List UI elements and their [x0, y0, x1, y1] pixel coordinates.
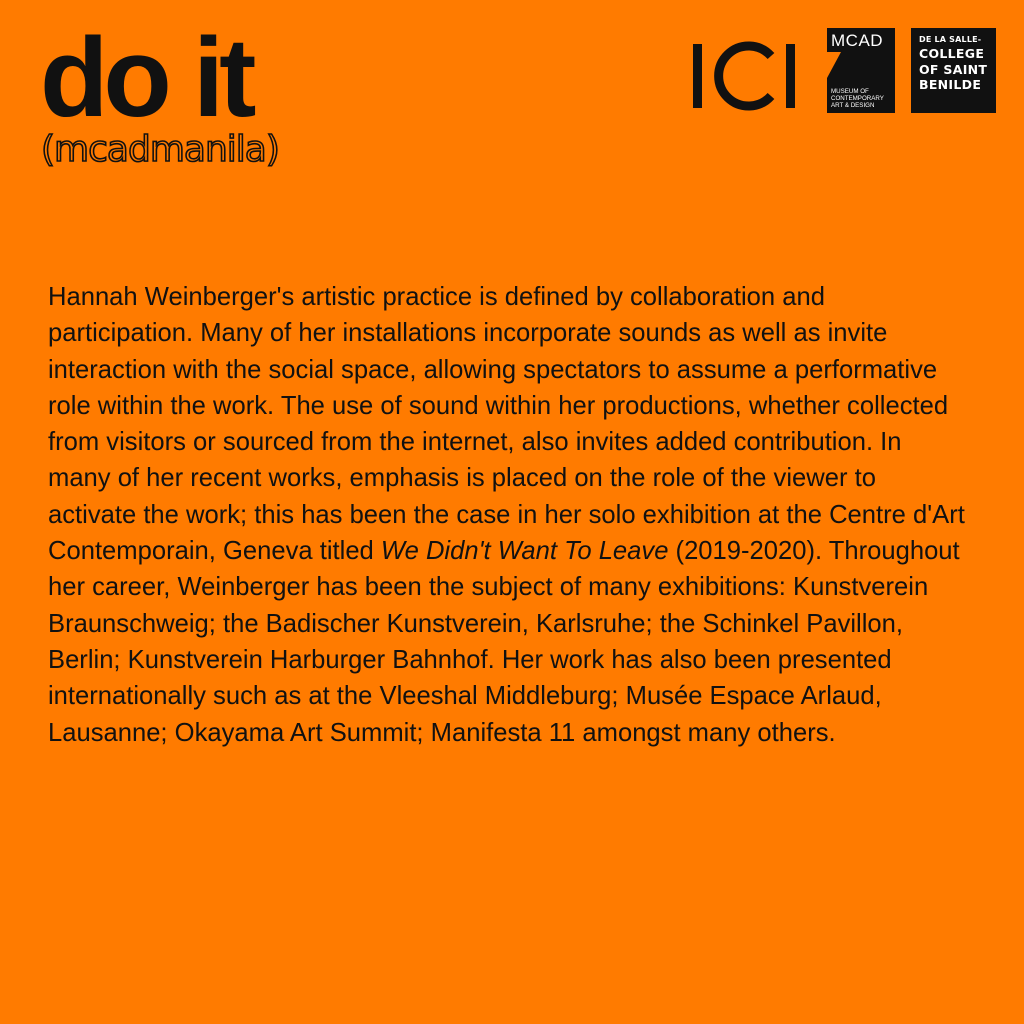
- dlsu-benilde-logo: [911, 28, 996, 113]
- dlsu-logo-line-1: DE LA SALLE-: [919, 35, 982, 44]
- page-subtitle: (mcadmanila): [41, 129, 279, 170]
- dlsu-logo-line-2: COLLEGE: [919, 46, 985, 61]
- ici-logo: [693, 36, 795, 116]
- mcad-logo-notch: [827, 52, 841, 78]
- dlsu-logo-line-3: OF SAINT: [919, 61, 988, 77]
- artist-bio: [48, 279, 968, 751]
- mcad-logo-subtitle: MUSEUM OF CONTEMPORARY ART & DESIGN: [831, 87, 884, 109]
- mcad-logo: [827, 28, 895, 113]
- exhibition-title: We Didn't Want To Leave: [380, 537, 669, 566]
- partner-logos: [693, 28, 996, 116]
- dlsu-logo-line-4: BENILDE: [919, 77, 982, 93]
- page-title: do it: [40, 15, 252, 140]
- mcad-logo-name: MCAD: [831, 31, 884, 50]
- bio-text-part-2: (2019-2020). Throughout her career, Weinberger has been the subject of many exhibitions: Kunstverein Braunschweig; the Badischer Kunstverein, Karlsruhe; the Schinkel Pavillon, Berlin; Kunstverein Harburger Bahnhof. Her work has also been presented internationally such as at the Vleeshal Middleburg; Musée Espace Arlaud, Lausanne; Okayama Art Summit; Manifesta 11 amongst many others.: [48, 537, 960, 747]
- bio-text-part-1: Hannah Weinberger's artistic practice is defined by collaboration and participation. Many of her installations incorporate sounds as well as invite interaction with the social space, allowing spectators to assume a performative role within the work. The use of sound within her productions, whether collected from visitors or sourced from the internet, also invites added contribution. In many of her recent works, emphasis is placed on the role of the viewer to activate the work; this has been the case in her solo exhibition at the Centre d'Art Contemporain, Geneva titled: [48, 283, 965, 566]
